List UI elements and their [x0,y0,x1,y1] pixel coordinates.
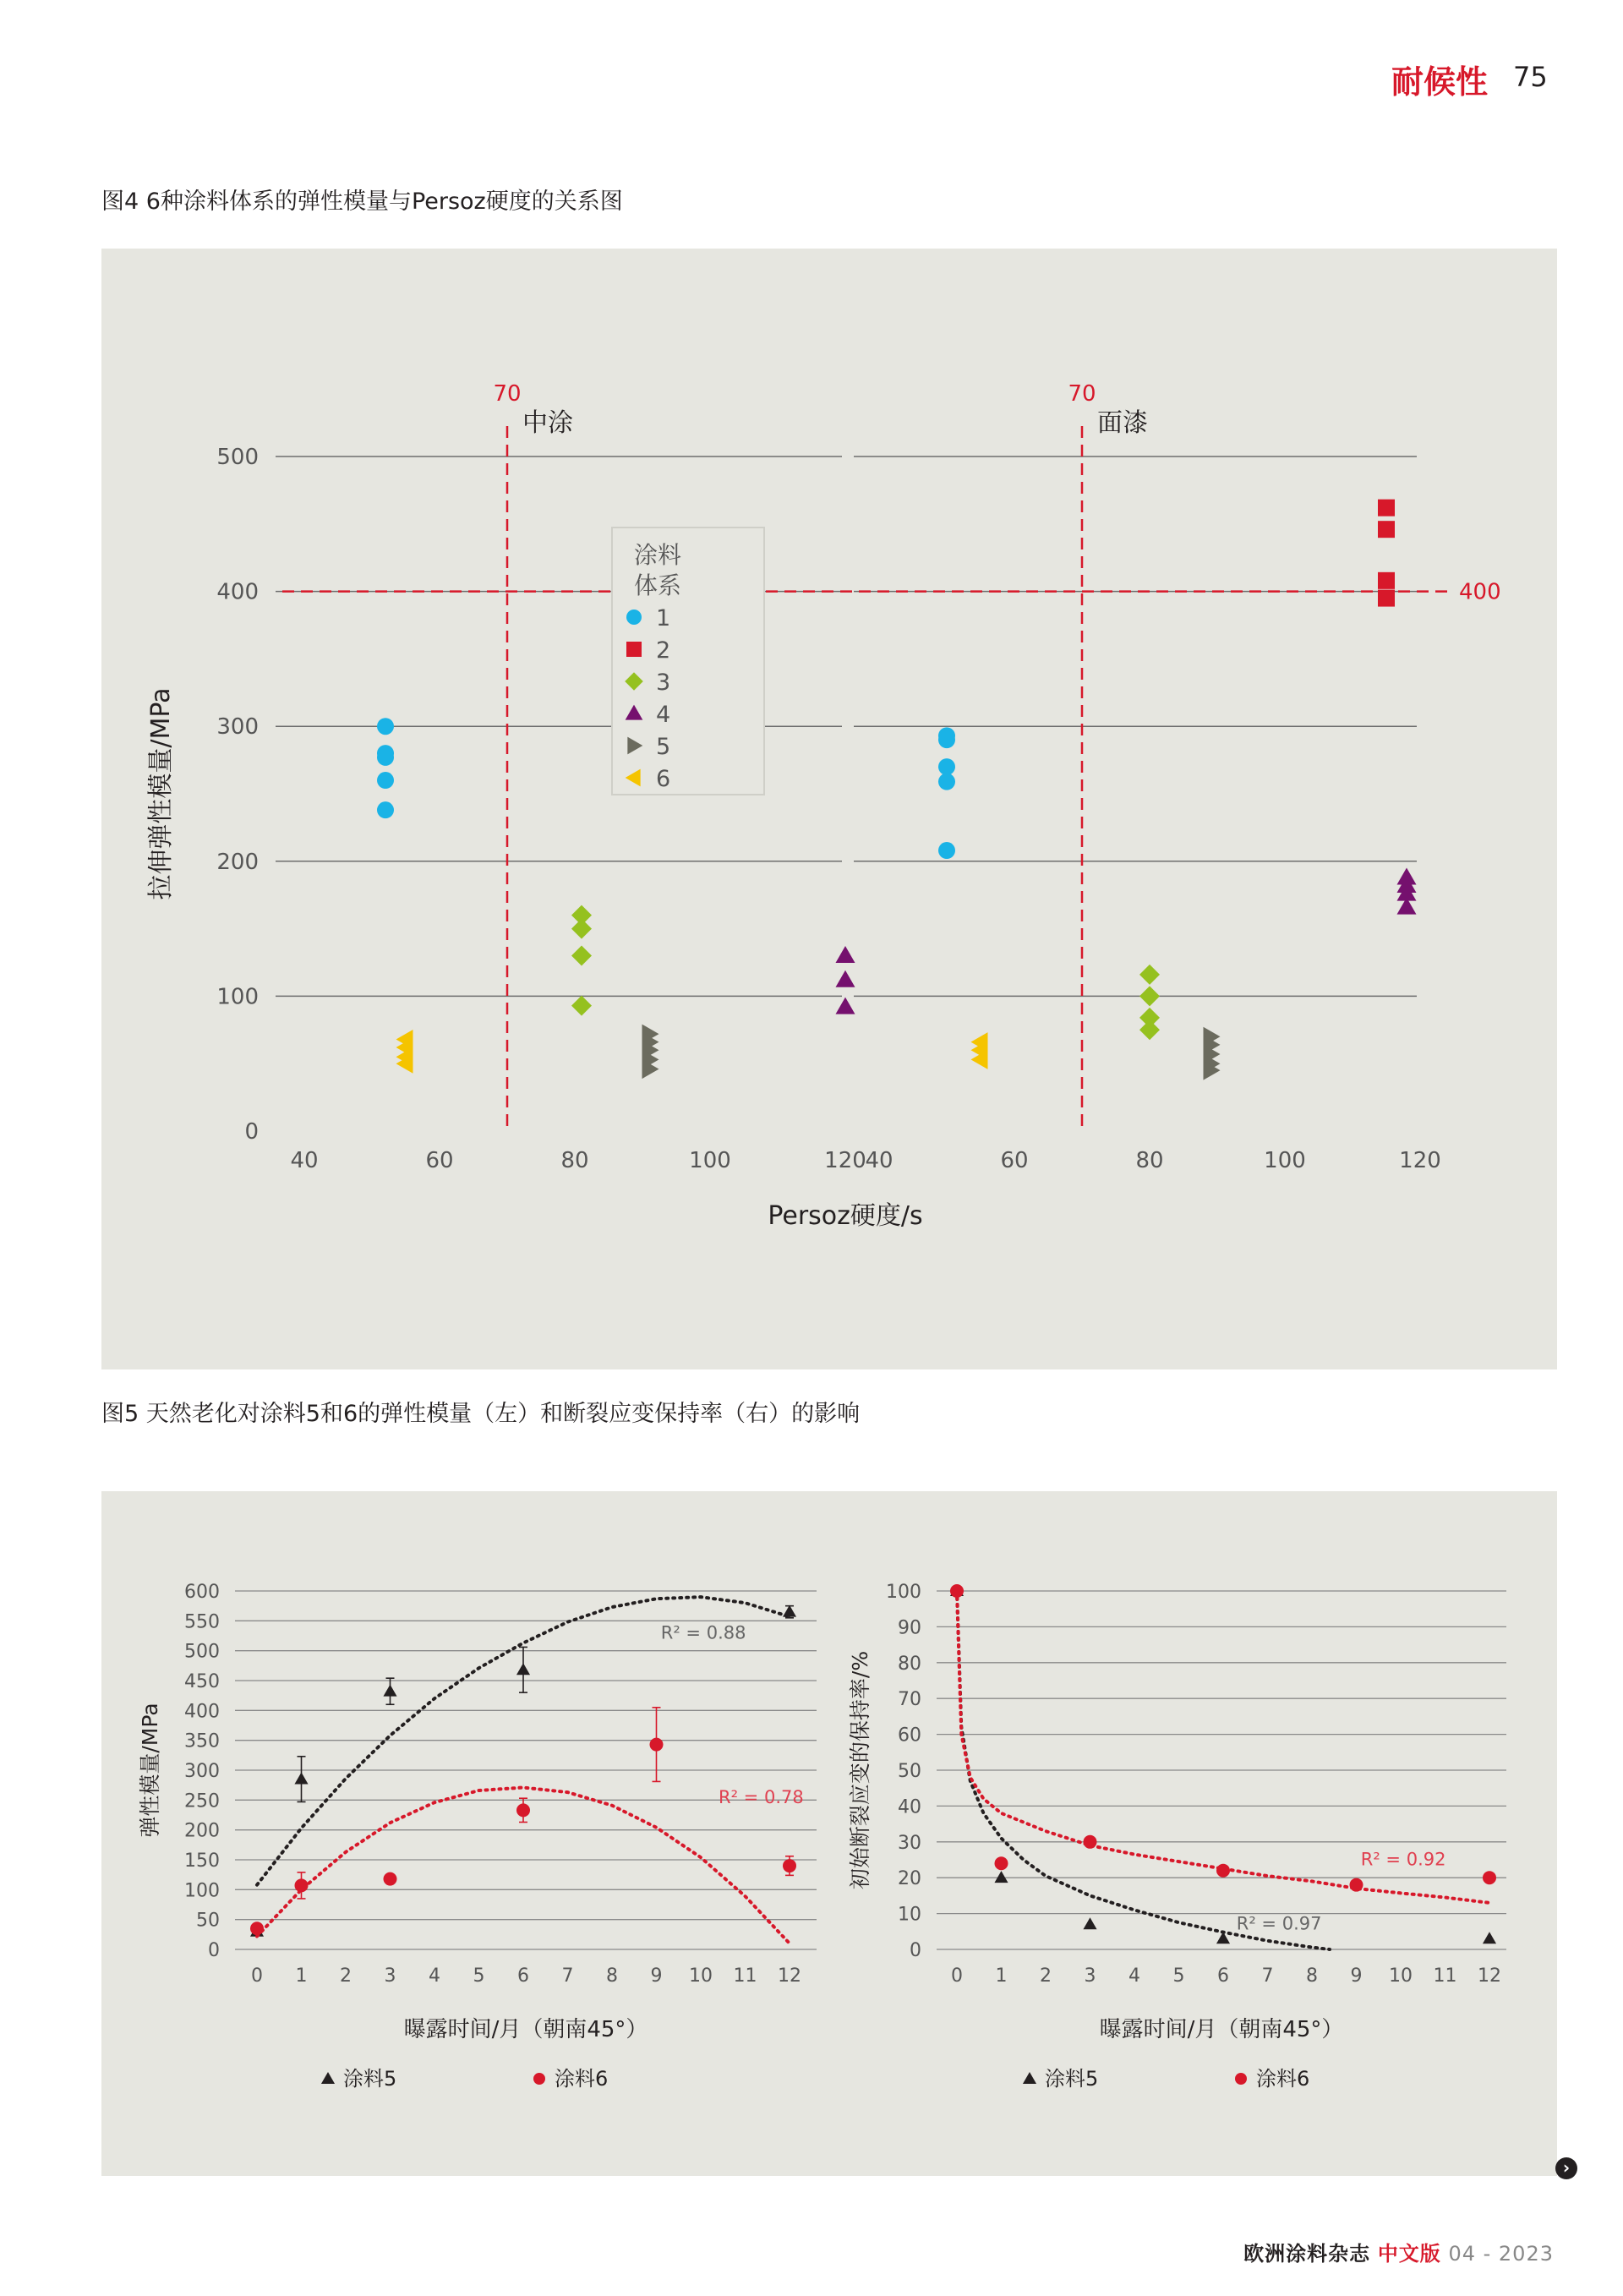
y-tick-label: 200 [184,1820,220,1842]
threshold-label-70: 70 [1068,381,1096,407]
y-axis-label: 拉伸弹性模量/MPa [146,687,176,900]
data-point-涂料5 [783,1605,796,1617]
data-point-涂料6 [995,1856,1008,1870]
x-tick-label: 120 [824,1148,866,1173]
x-tick-label: 7 [561,1965,574,1987]
legend-label: 涂料6 [555,2067,609,2091]
legend-marker [626,610,642,625]
y-tick-label: 40 [898,1796,921,1818]
x-tick-label: 8 [606,1965,618,1987]
x-tick-label: 100 [1264,1148,1306,1173]
x-tick-label: 11 [1433,1965,1457,1987]
r2-label: R² = 0.78 [719,1786,804,1807]
data-point-system-1 [938,774,955,790]
x-tick-label: 5 [473,1965,485,1987]
legend-label: 6 [656,766,671,792]
y-tick-label: 0 [208,1940,220,1961]
x-tick-label: 9 [650,1965,663,1987]
x-tick-label: 2 [1040,1965,1052,1987]
magazine-name: 欧洲涂料杂志 [1243,2242,1371,2266]
y-tick-label: 500 [184,1641,220,1663]
figure-4-chart [101,249,1557,1369]
y-tick-label: 100 [184,1880,220,1902]
y-tick-label: 300 [216,714,259,741]
data-point-system-1 [938,842,955,859]
data-point-system-2 [1378,521,1395,538]
panel-label: 中涂 [522,408,573,438]
y-axis-label: 弹性模量/MPa [138,1703,162,1838]
x-tick-label: 40 [290,1148,319,1173]
x-tick-label: 10 [689,1965,713,1987]
data-point-system-4 [836,998,855,1014]
x-tick-label: 9 [1350,1965,1363,1987]
y-tick-label: 60 [898,1725,921,1747]
legend-label: 5 [656,734,671,760]
data-point-system-3 [571,919,592,939]
data-point-涂料6 [1483,1871,1496,1884]
data-point-涂料6 [950,1584,964,1598]
y-tick-label: 100 [216,984,259,1010]
footer [1243,2237,1554,2266]
data-point-system-3 [1139,1020,1160,1040]
y-tick-label: 0 [910,1940,921,1961]
y-tick-label: 150 [184,1850,220,1872]
y-tick-label: 400 [216,579,259,605]
figure-4-panel [101,249,1557,1369]
panel-label: 面漆 [1097,408,1148,438]
legend-marker [1235,2073,1247,2085]
x-tick-label: 1 [295,1965,308,1987]
y-axis-label: 初始断裂应变的保持率/% [848,1650,872,1890]
y-tick-label: 50 [898,1761,921,1782]
data-point-涂料5 [294,1773,308,1785]
next-page-icon[interactable]: › [1555,2157,1577,2179]
x-tick-label: 80 [1135,1148,1164,1173]
legend-label: 2 [656,637,671,664]
x-axis-label: 曝露时间/月（朝南45°） [1099,2017,1344,2042]
data-point-涂料6 [650,1738,664,1752]
y-tick-label: 250 [184,1790,220,1812]
legend-label: 4 [656,702,671,728]
issue-label: 04 - 2023 [1448,2242,1554,2266]
x-tick-label: 5 [1172,1965,1185,1987]
x-tick-label: 1 [995,1965,1008,1987]
legend-label: 涂料5 [343,2067,397,2091]
r2-label: R² = 0.97 [1236,1913,1322,1934]
data-point-system-1 [377,718,394,735]
data-point-涂料6 [384,1872,397,1886]
data-point-涂料6 [295,1878,309,1892]
x-tick-label: 4 [1128,1965,1140,1987]
r2-label: R² = 0.92 [1360,1849,1446,1870]
x-axis-label: Persoz硬度/s [768,1201,923,1231]
x-tick-label: 2 [340,1965,352,1987]
legend-label: 1 [656,605,671,631]
r2-label: R² = 0.88 [660,1622,746,1643]
data-point-system-3 [1139,986,1160,1006]
y-tick-label: 100 [886,1582,921,1603]
x-tick-label: 7 [1261,1965,1274,1987]
figure-4-caption: 图4 6种涂料体系的弹性模量与Persoz硬度的关系图 [101,189,623,215]
data-point-涂料5 [994,1871,1008,1883]
x-tick-label: 11 [733,1965,757,1987]
y-tick-label: 20 [898,1868,921,1890]
data-point-system-1 [938,758,955,775]
data-point-涂料6 [516,1803,530,1817]
y-tick-label: 350 [184,1730,220,1752]
x-tick-label: 0 [251,1965,263,1987]
x-tick-label: 0 [951,1965,963,1987]
y-tick-label: 80 [898,1653,921,1675]
legend-marker [626,642,642,657]
x-tick-label: 3 [1084,1965,1096,1987]
figure-5-caption: 图5 天然老化对涂料5和6的弹性模量（左）和断裂应变保持率（右）的影响 [101,1401,861,1427]
section-title: 耐候性 [1391,63,1488,101]
page-number: 75 [1513,61,1548,93]
y-tick-label: 70 [898,1689,921,1711]
y-tick-label: 10 [898,1904,921,1926]
threshold-label-400: 400 [1459,579,1501,605]
data-point-涂料6 [1350,1878,1363,1892]
y-tick-label: 0 [244,1119,259,1145]
threshold-label-70: 70 [493,381,522,407]
data-point-system-1 [377,801,394,818]
data-point-system-3 [571,946,592,966]
data-point-system-2 [1378,500,1395,517]
x-tick-label: 3 [384,1965,396,1987]
data-point-system-2 [1378,590,1395,607]
x-tick-label: 40 [865,1148,893,1173]
x-tick-label: 4 [429,1965,440,1987]
legend-label: 3 [656,670,671,696]
data-point-涂料6 [1084,1835,1097,1849]
y-tick-label: 400 [184,1701,220,1723]
data-point-system-1 [938,731,955,748]
figure-5-chart [101,1491,1557,2176]
y-tick-label: 30 [898,1832,921,1854]
y-tick-label: 500 [216,445,259,470]
data-point-涂料5 [1483,1932,1496,1943]
legend-title: 体系 [634,571,682,599]
y-tick-label: 50 [196,1910,220,1932]
x-tick-label: 120 [1399,1148,1441,1173]
figure-5-panel [101,1491,1557,2176]
y-tick-label: 300 [184,1761,220,1782]
legend-label: 涂料5 [1045,2067,1099,2091]
x-tick-label: 100 [689,1148,731,1173]
data-point-system-1 [377,772,394,789]
edition-label: 中文版 [1377,2242,1441,2266]
data-point-涂料5 [1083,1917,1096,1929]
data-point-system-1 [377,749,394,766]
legend-title: 涂料 [634,541,682,569]
x-tick-label: 8 [1306,1965,1318,1987]
x-tick-label: 60 [425,1148,454,1173]
x-tick-label: 12 [778,1965,801,1987]
data-point-system-3 [571,996,592,1016]
data-point-system-3 [1139,965,1160,985]
data-point-涂料6 [783,1859,796,1872]
x-tick-label: 6 [1217,1965,1229,1987]
x-tick-label: 60 [1000,1148,1029,1173]
x-tick-label: 12 [1478,1965,1501,1987]
y-tick-label: 550 [184,1611,220,1633]
y-tick-label: 200 [216,849,259,875]
x-tick-label: 10 [1389,1965,1413,1987]
y-tick-label: 450 [184,1671,220,1692]
data-point-system-2 [1378,572,1395,589]
x-axis-label: 曝露时间/月（朝南45°） [403,2017,648,2042]
data-point-涂料6 [1216,1864,1230,1878]
y-tick-label: 600 [184,1582,220,1603]
x-tick-label: 6 [517,1965,529,1987]
data-point-涂料6 [250,1922,264,1935]
legend-marker [1023,2072,1036,2084]
data-point-system-4 [836,970,855,987]
data-point-涂料5 [383,1685,396,1697]
legend-marker [533,2073,545,2085]
legend-label: 涂料6 [1256,2067,1310,2091]
data-point-system-4 [836,946,855,963]
y-tick-label: 90 [898,1617,921,1639]
legend-marker [321,2072,335,2084]
data-point-涂料5 [516,1663,530,1675]
x-tick-label: 80 [560,1148,589,1173]
